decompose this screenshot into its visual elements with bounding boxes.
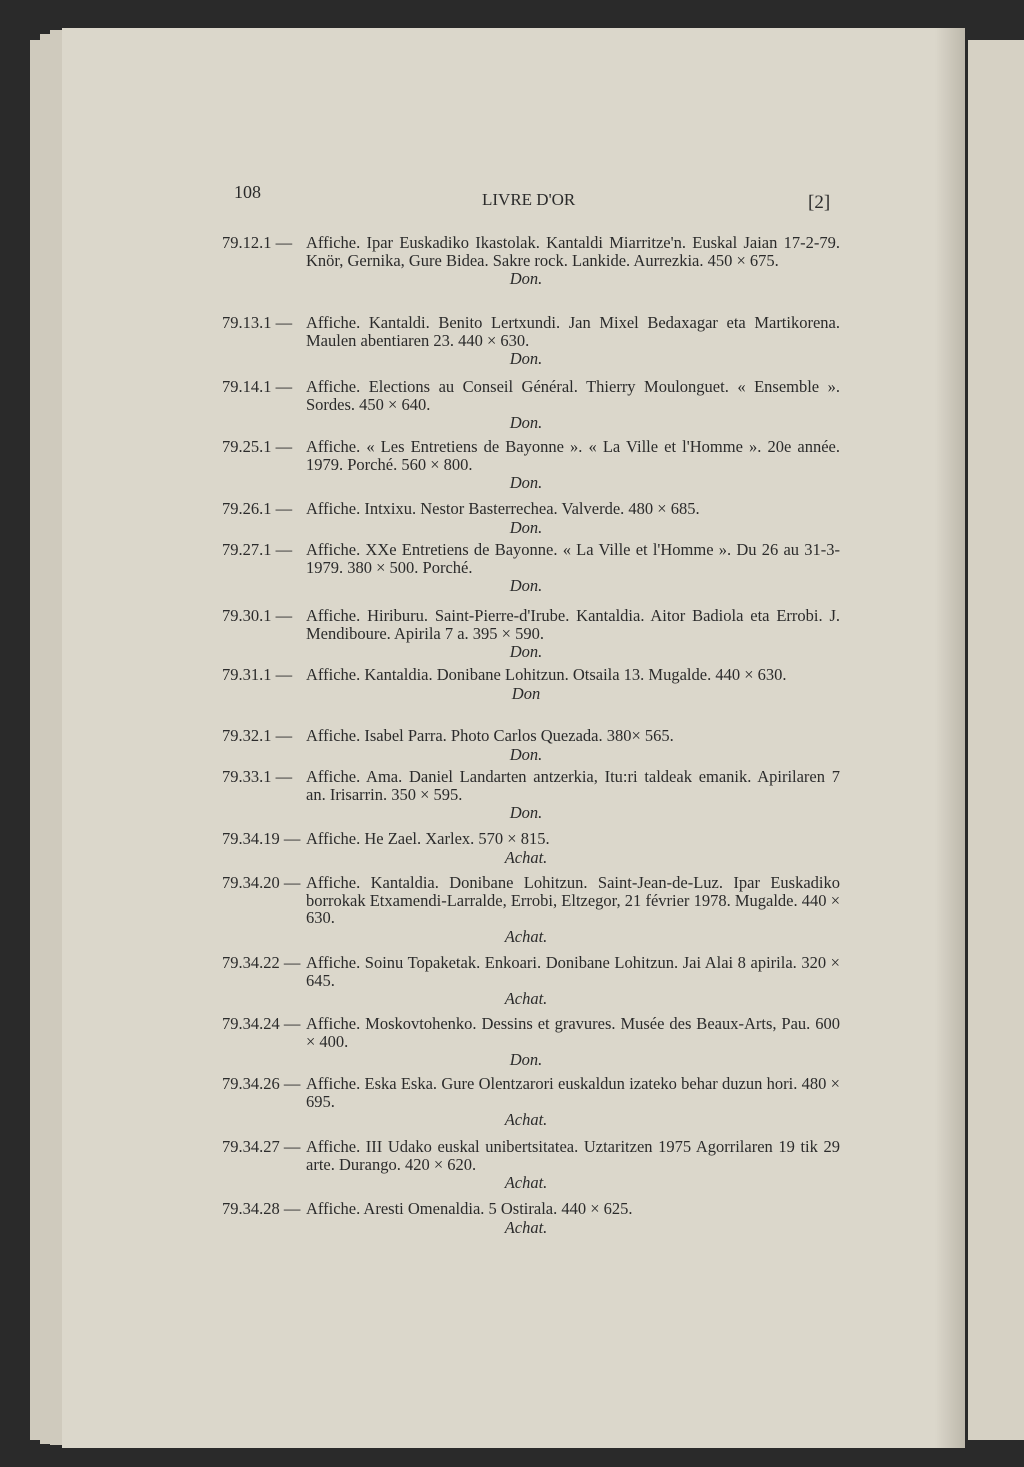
entry-number: 79.12.1 — [222,233,293,252]
entry-description: Affiche. XXe Entretiens de Bayonne. « La Ville et l'Homme ». Du 26 au 31-3-1979. 380 × 500. Porché. [306,540,840,577]
entry-acquisition: Achat. [504,1217,548,1237]
entry-number: 79.26.1 — [222,499,293,518]
entry-acquisition: Don. [509,473,543,492]
page-number: 108 [234,182,261,202]
entry-number: 79.13.1 — [222,313,293,332]
entry-description: Affiche. Ama. Daniel Landarten antzerkia, Itu:ri taldeak emanik. Apirilaren 7 an. Irisarrin. 350 × 595. [306,767,840,804]
catalog-entry [222,830,840,866]
catalog-entry [222,607,840,661]
entry-description: Affiche. « Les Entretiens de Bayonne ». « La Ville et l'Homme ». 20e année. 1979. Porché. 560 × 800. [306,437,840,474]
catalog-entry [222,1075,840,1129]
entry-number: 79.34.24 — [222,1014,301,1033]
entry-acquisition: Don [511,683,541,703]
entry-number: 79.34.28 — [222,1199,301,1218]
entry-number: 79.14.1 — [222,377,293,396]
catalog-entry [222,768,840,822]
entry-number: 79.34.27 — [222,1137,301,1156]
entry-description: Affiche. Hiriburu. Saint-Pierre-d'Irube. Kantaldia. Aitor Badiola eta Errobi. J. Mendiboure. Apirila 7 a. 395 × 590. [306,606,840,643]
catalog-entry [222,666,840,702]
entry-acquisition: Don. [509,413,543,432]
entry-description: Affiche. Aresti Omenaldia. 5 Ostirala. 440 × 625. [306,1199,633,1218]
entry-description: Affiche. Kantaldia. Donibane Lohitzun. Otsaila 13. Mugalde. 440 × 630. [306,665,787,684]
catalog-entry [222,378,840,432]
catalog-entry [222,541,840,595]
facing-page [968,40,1024,1440]
catalog-entry [222,314,840,368]
entry-number: 79.31.1 — [222,665,293,684]
catalog-entry [222,874,840,945]
entry-number: 79.34.22 — [222,953,301,972]
entry-acquisition: Don. [509,1050,543,1069]
entry-description: Affiche. III Udako euskal unibertsitatea. Uztaritzen 1975 Agorrilaren 19 tik 29 arte. Durango. 420 × 620. [306,1137,840,1174]
entry-number: 79.34.19 — [222,829,301,848]
entry-description: Affiche. Intxixu. Nestor Basterrechea. Valverde. 480 × 685. [306,499,700,518]
catalog-entry [222,500,840,536]
entry-acquisition: Achat. [504,1110,548,1129]
entry-description: Affiche. He Zael. Xarlex. 570 × 815. [306,829,550,848]
entry-acquisition: Don. [509,744,543,764]
entry-acquisition: Achat. [504,1173,548,1192]
entry-number: 79.34.26 — [222,1074,301,1093]
entry-acquisition: Don. [509,349,543,368]
catalog-entry [222,234,840,288]
catalog-entry [222,1015,840,1069]
catalog-entry [222,1200,840,1236]
catalog-entry [222,954,840,1008]
entry-number: 79.34.20 — [222,873,301,892]
running-title: LIVRE D'OR [482,190,576,209]
section-marker: [2] [808,192,831,213]
entry-number: 79.33.1 — [222,767,293,786]
entry-description: Affiche. Soinu Topaketak. Enkoari. Donibane Lohitzun. Jai Alai 8 apirila. 320 × 645. [306,953,840,990]
entry-acquisition: Achat. [504,926,548,946]
catalog-entry [222,438,840,492]
entry-description: Affiche. Eska Eska. Gure Olentzarori euskaldun izateko behar duzun hori. 480 × 695. [306,1074,840,1111]
book-gutter [935,28,965,1448]
entry-acquisition: Achat. [504,847,548,867]
entry-acquisition: Don. [509,269,543,288]
entry-number: 79.32.1 — [222,726,293,745]
entry-description: Affiche. Elections au Conseil Général. Thierry Moulonguet. « Ensemble ». Sordes. 450 × 640. [306,377,840,414]
catalog-entry [222,727,840,763]
entry-number: 79.27.1 — [222,540,293,559]
entry-number: 79.25.1 — [222,437,293,456]
entry-acquisition: Don. [509,517,543,537]
entry-description: Affiche. Isabel Parra. Photo Carlos Quezada. 380× 565. [306,726,674,745]
entry-acquisition: Don. [509,576,543,595]
entry-acquisition: Don. [509,642,543,661]
catalog-entry [222,1138,840,1192]
entry-description: Affiche. Kantaldi. Benito Lertxundi. Jan Mixel Bedaxagar eta Martikorena. Maulen abentiaren 23. 440 × 630. [306,313,840,350]
entry-acquisition: Don. [509,803,543,822]
entry-description: Affiche. Kantaldia. Donibane Lohitzun. Saint-Jean-de-Luz. Ipar Euskadiko borrokak Etxamendi-Larralde, Errobi, Eltzegor, 21 février 1978. Mugalde. 440 × 630. [306,873,840,927]
entry-acquisition: Achat. [504,989,548,1008]
entry-description: Affiche. Ipar Euskadiko Ikastolak. Kantaldi Miarritze'n. Euskal Jaian 17-2-79. Knör, Gernika, Gure Bidea. Sakre rock. Lankide. Aurrezkia. 450 × 675. [306,233,840,270]
entry-description: Affiche. Moskovtohenko. Dessins et gravures. Musée des Beaux-Arts, Pau. 600 × 400. [306,1014,840,1051]
entry-number: 79.30.1 — [222,606,293,625]
